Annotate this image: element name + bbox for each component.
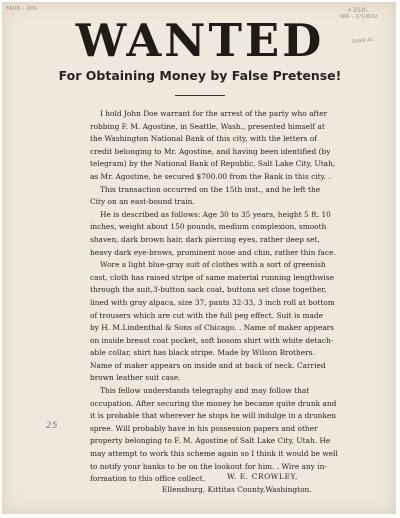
- body-line: heavy dark eye-brows, prominent nose and chin, rather thin face.: [90, 247, 336, 257]
- body-line: This fellow understands telegraphy and may follow that: [100, 386, 310, 396]
- pencil-note-code: 0496 AC: [351, 36, 375, 46]
- body-line: able collar, shirt has black stripe. Made by Wilson Brothers.: [90, 348, 315, 358]
- signature-name: W. E. CROWLEY,: [227, 472, 298, 481]
- body-line: of trousers which are cut with the full peg effect. Suit is made: [90, 310, 323, 320]
- body-line: brown leather suit case.: [90, 373, 181, 383]
- body-line: shaven, dark brown hair, dark piercing eyes, rather deep set,: [90, 234, 320, 244]
- pencil-note-top-left: FA08 - 2PA: [6, 6, 38, 12]
- body-line: He is described as follows: Age 30 to 35 years, height 5 ft. 10: [100, 209, 331, 219]
- poster-body: [90, 108, 338, 486]
- body-line: I hold John Doe warrant for the arrest of the party who after: [100, 109, 328, 118]
- poster-sheet: [2, 2, 396, 514]
- signature-place: Ellensburg, Kittitas County,Washington.: [162, 485, 312, 494]
- body-line: Name of maker appears on inside and at back of neck. Carried: [90, 360, 326, 370]
- body-line: telegram) by the National Bank of Republic, Salt Lake City, Utah,: [90, 159, 336, 169]
- pencil-note-price: +350-: [347, 6, 369, 14]
- body-line: robbing F. M. Agostine, in Seattle, Wash., presented himself at: [90, 121, 325, 131]
- body-line: spree. Will probably have in his possession papers and other: [90, 423, 318, 433]
- body-line: City on an east-bound train.: [90, 197, 195, 207]
- body-line: it is probable that wherever he stops he will indulge in a drunken: [90, 411, 336, 421]
- poster-title: WANTED: [75, 14, 325, 67]
- pencil-note-margin: 25: [46, 421, 58, 431]
- body-line: may attempt to work this scheme again so I think it would be well: [90, 449, 338, 459]
- body-line: by H. M.Lindenthal & Sons of Chicago. . Name of maker appears: [90, 323, 334, 333]
- body-line: This transaction occurred on the 15th inst., and he left the: [100, 184, 321, 194]
- body-line: the Washington National Bank of this city, with the letters of: [90, 134, 317, 144]
- body-line: to notify your banks to be on the lookout for him. . Wire any in-: [90, 461, 327, 471]
- body-line: lined with gray alpaca, size 37, pants 32-33, 3 inch roll at bottom: [90, 297, 335, 307]
- body-line: formation to this office collect.: [90, 474, 206, 484]
- pencil-note-catalog: WA - 2/1/602: [340, 14, 378, 20]
- body-line: property belonging to F. M. Agostine of Salt Lake City, Utah. He: [90, 436, 331, 446]
- body-line: cast, cloth has raised stripe of same material running lengthwise: [90, 272, 335, 282]
- body-line: inches, weight about 150 pounds, medium complexion, smooth: [90, 222, 327, 232]
- body-line: occupation. After securing the money he became quite drunk and: [90, 398, 337, 408]
- body-line: on inside breast coat pocket, soft bosom shirt with white detach-: [90, 335, 334, 345]
- title-divider: [175, 95, 225, 96]
- body-line: Wore a light blue-gray suit of clothes with a sort of greenish: [100, 260, 326, 270]
- body-line: as Mr. Agostine, he secured $700.00 from the Bank in this city. .: [90, 171, 331, 181]
- body-line: credit belonging to Mr. Agostine, and having been identified (by: [90, 146, 331, 156]
- body-line: through the suit,3-button sack coat, buttons set close together,: [90, 285, 327, 295]
- poster-subtitle: For Obtaining Money by False Pretense!: [58, 68, 342, 83]
